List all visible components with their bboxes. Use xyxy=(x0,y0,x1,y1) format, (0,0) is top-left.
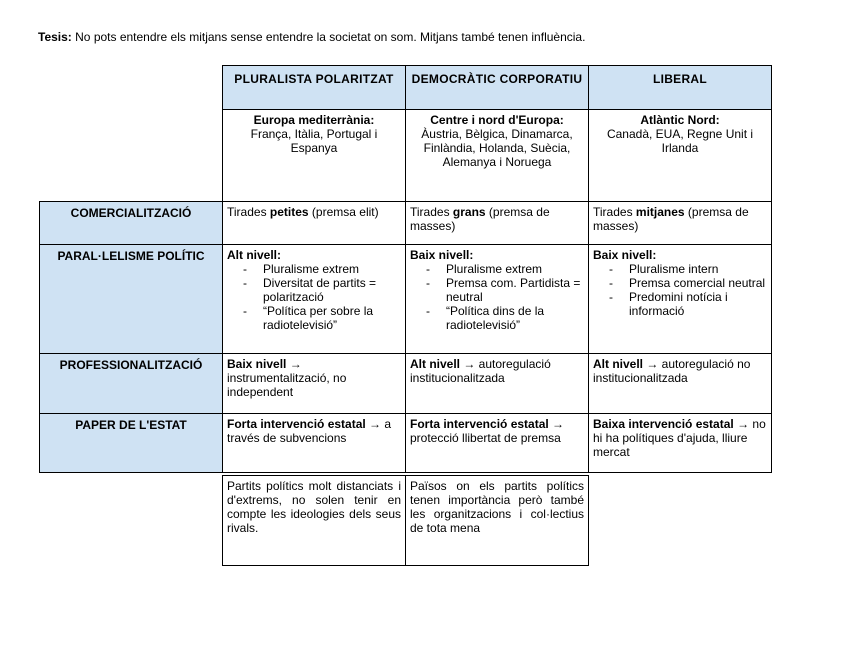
row-header-label: PARAL·LELISME POLÍTIC xyxy=(57,249,205,263)
bullet-list xyxy=(227,262,401,332)
column-header-liberal xyxy=(588,65,772,110)
cell-heading: Alt nivell: xyxy=(227,248,282,262)
row-header-label: COMERCIALITZACIÓ xyxy=(70,206,192,220)
cell-bold-text: Forta intervenció estatal xyxy=(410,417,549,431)
table-cell xyxy=(588,244,772,354)
table-cell xyxy=(405,244,589,354)
thesis-label: Tesis: xyxy=(38,30,72,44)
table-cell xyxy=(222,413,406,473)
list-item: - Premsa com. Partidista = neutral xyxy=(424,276,584,304)
column-header-label: LIBERAL xyxy=(652,72,708,86)
cell-bold-text: Baixa intervenció estatal xyxy=(593,417,734,431)
table-cell xyxy=(222,244,406,354)
table-cell xyxy=(222,201,406,245)
list-item: - Diversitat de partits = polarització xyxy=(241,276,401,304)
cell-heading: Baix nivell: xyxy=(410,248,474,262)
cell-bold-text: grans xyxy=(452,205,486,219)
cell-text: → autoregulació institucionalitzada xyxy=(410,357,551,385)
bullet-list xyxy=(410,262,584,332)
cell-text: → no hi ha polítiques d'ajuda, lliure mercat xyxy=(593,417,766,459)
region-countries: Àustria, Bèlgica, Dinamarca, Finlàndia, Holanda, Suècia, Alemanya i Noruega xyxy=(421,127,573,169)
list-item: - Predomini notícia i informació xyxy=(607,290,767,318)
row-header-comercialitzacio xyxy=(39,201,223,245)
cell-text: → a través de subvencions xyxy=(227,417,392,445)
cell-text: → autoregulació no institucionalitzada xyxy=(593,357,751,385)
column-header-label: DEMOCRÀTIC CORPORATIU xyxy=(411,72,583,86)
region-cell-pluralista xyxy=(222,109,406,202)
list-item: - Premsa comercial neutral xyxy=(607,276,767,290)
column-header-democratic xyxy=(405,65,589,110)
table-cell xyxy=(222,353,406,414)
cell-bold-text: mitjanes xyxy=(635,205,685,219)
cell-bold-text: petites xyxy=(269,205,309,219)
region-title: Atlàntic Nord: xyxy=(640,113,720,127)
row-header-parallelisme xyxy=(39,244,223,354)
list-item: - “Política dins de la radiotelevisió” xyxy=(424,304,584,332)
list-item: - Pluralisme intern xyxy=(607,262,767,276)
cell-bold-text: Alt nivell xyxy=(593,357,644,371)
region-cell-liberal xyxy=(588,109,772,202)
list-item: - Pluralisme extrem xyxy=(241,262,401,276)
note-cell-democratic xyxy=(405,475,589,566)
cell-text: Tirades xyxy=(593,205,636,219)
cell-text: (premsa de masses) xyxy=(410,205,550,233)
cell-bold-text: Forta intervenció estatal xyxy=(227,417,366,431)
region-title: Europa mediterrània: xyxy=(253,113,375,127)
table-cell xyxy=(405,353,589,414)
cell-text: (premsa elit) xyxy=(308,205,379,219)
thesis-line xyxy=(38,30,585,45)
region-title: Centre i nord d'Europa: xyxy=(430,113,564,127)
cell-text: → instrumentalització, no independent xyxy=(227,357,347,399)
region-cell-democratic xyxy=(405,109,589,202)
note-cell-pluralista xyxy=(222,475,406,566)
region-countries: França, Itàlia, Portugal i Espanya xyxy=(250,127,378,155)
cell-text: Tirades xyxy=(227,205,270,219)
cell-bold-text: Baix nivell xyxy=(227,357,287,371)
list-item: - Pluralisme extrem xyxy=(424,262,584,276)
table-cell xyxy=(588,201,772,245)
note-text: Partits polítics molt distanciats i d'extrems, no solen tenir en compte les ideologies dels seus rivals. xyxy=(227,479,401,535)
table-cell xyxy=(588,413,772,473)
note-text: Països on els partits polítics tenen importància però també les organitzacions i col·lectius de tota mena xyxy=(410,479,584,535)
column-header-label: PLURALISTA POLARITZAT xyxy=(234,72,394,86)
region-countries: Canadà, EUA, Regne Unit i Irlanda xyxy=(606,127,754,155)
table-cell xyxy=(405,413,589,473)
row-header-label: PROFESSIONALITZACIÓ xyxy=(59,358,203,372)
cell-text: → protecció llibertat de premsa xyxy=(410,417,565,445)
bullet-list xyxy=(593,262,767,318)
row-header-label: PAPER DE L'ESTAT xyxy=(75,418,187,432)
cell-text: Tirades xyxy=(410,205,453,219)
row-header-paper-estat xyxy=(39,413,223,473)
table-cell xyxy=(588,353,772,414)
row-header-professionalitzacio xyxy=(39,353,223,414)
column-header-pluralista xyxy=(222,65,406,110)
cell-text: (premsa de masses) xyxy=(593,205,749,233)
thesis-text: No pots entendre els mitjans sense entendre la societat on som. Mitjans també tenen influència. xyxy=(75,30,586,44)
list-item: - “Política per sobre la radiotelevisió” xyxy=(241,304,401,332)
table-cell xyxy=(405,201,589,245)
cell-bold-text: Alt nivell xyxy=(410,357,461,371)
cell-heading: Baix nivell: xyxy=(593,248,657,262)
